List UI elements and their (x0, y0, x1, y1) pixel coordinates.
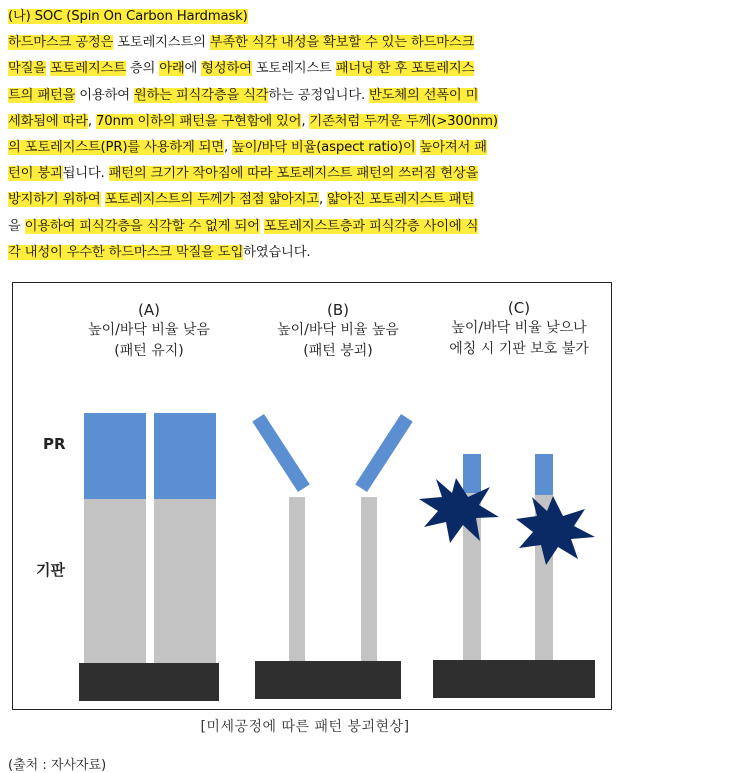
panel-a-line2: (패턴 유지) (114, 343, 184, 359)
highlighted-text: 70nm 이하의 패턴을 구현함에 있어 (95, 113, 302, 129)
etch-burst-right (516, 496, 595, 565)
label-substrate: 기판 (36, 561, 65, 579)
panel-b-line2: (패턴 붕괴) (303, 343, 373, 359)
plain-text: 포토레지스트의 (113, 35, 210, 51)
paragraph-line (8, 109, 628, 135)
highlighted-text: 하드마스크 공정은 (8, 35, 114, 51)
highlighted-text: 반도체의 선폭이 미 (369, 87, 479, 103)
panel-c-pillar-left-pr (463, 454, 481, 493)
plain-text: 포토레지스트 (251, 61, 336, 77)
plain-text: 에 (184, 61, 202, 77)
figure-caption: [미세공정에 따른 패턴 붕괴현상] (200, 719, 410, 735)
plain-text: , (223, 140, 233, 156)
paragraph-line (8, 83, 628, 109)
etch-burst-left (419, 478, 499, 543)
plain-text: , (87, 113, 96, 129)
plain-text: 됩니다. (62, 166, 109, 182)
paragraph-line (8, 30, 628, 56)
highlighted-text: 포토레지스트 (49, 61, 126, 77)
body-paragraph (8, 4, 628, 266)
highlighted-text: 패너닝 한 후 포토레지스 (335, 61, 475, 77)
paragraph-line (8, 161, 628, 187)
panel-a-base (79, 663, 219, 701)
label-pr: PR (43, 435, 66, 453)
panel-c-structure (419, 454, 595, 698)
panel-a-structure (79, 413, 219, 701)
highlighted-text: 부족한 식각 내성을 확보할 수 있는 하드마스크 (209, 35, 475, 51)
panel-c-pillar-right-pr (535, 454, 553, 495)
paragraph-line (8, 214, 628, 240)
panel-b-base (255, 661, 401, 699)
highlighted-text: 트의 패턴을 (8, 87, 76, 103)
panel-c-line2: 에칭 시 기판 보호 불가 (449, 341, 589, 357)
panel-b-letter: (B) (327, 301, 349, 319)
plain-text: , (301, 113, 310, 129)
plain-text: 층의 (125, 61, 160, 77)
highlighted-text: (나) SOC (Spin On Carbon Hardmask) (8, 9, 248, 24)
panel-a-line1: 높이/바닥 비율 낮음 (88, 322, 210, 338)
highlighted-text: 의 포토레지스트(PR)를 사용하게 되면 (8, 140, 224, 156)
highlighted-text: 아래 (159, 61, 185, 77)
plain-text: 하는 공정입니다. (268, 87, 370, 103)
highlighted-text: 방지하기 위하여 (8, 192, 101, 208)
highlighted-text: 높이/바닥 비율(aspect ratio)이 (232, 140, 416, 156)
panel-a-pillar-right-substrate (154, 499, 216, 663)
highlighted-text: 막질을 (8, 61, 46, 77)
plain-text: , (318, 192, 328, 208)
plain-text: 을 (8, 218, 25, 234)
paragraph-line (8, 4, 628, 30)
highlighted-text: 형성하여 (201, 61, 252, 77)
highlighted-text: 원하는 피식각층을 식각 (133, 87, 269, 103)
paragraph-line (8, 187, 628, 213)
highlighted-text: 얇아진 포토레지스트 패턴 (327, 192, 475, 208)
plain-text (101, 192, 105, 207)
panel-a-pillar-left-pr (84, 413, 146, 499)
highlighted-text: 높아져서 패 (419, 140, 487, 156)
panel-b-pillar-left-substrate (289, 497, 305, 661)
plain-text (416, 140, 420, 155)
pattern-collapse-figure (12, 282, 612, 710)
paragraph-line (8, 135, 628, 161)
panel-b-structure (252, 414, 412, 699)
plain-text: 하였습니다. (243, 244, 311, 260)
highlighted-text: 각 내성이 우수한 하드마스크 막질을 도입 (8, 244, 244, 260)
highlighted-text: 세화됨에 따라 (8, 113, 88, 129)
panel-a-pillar-left-substrate (84, 499, 146, 663)
paragraph-line (8, 240, 628, 266)
panel-b-fallen-pr-left (252, 414, 309, 492)
panel-c-letter: (C) (507, 299, 531, 317)
paragraph-line (8, 56, 628, 82)
highlighted-text: 이용하여 피식각층을 식각할 수 없게 되어 (24, 218, 260, 234)
panel-c-base (433, 660, 595, 698)
panel-a-pillar-right-pr (154, 413, 216, 499)
highlighted-text: 패턴의 크기가 작아짐에 따라 포토레지스트 패턴의 쓰러짐 현상을 (108, 166, 479, 182)
plain-text: 이용하여 (75, 87, 134, 103)
highlighted-text: 포토레지스트층과 피식각층 사이에 식 (263, 218, 479, 234)
panel-a-letter: (A) (138, 301, 160, 319)
panel-b-pillar-right-substrate (361, 497, 377, 661)
panel-b-line1: 높이/바닥 비율 높음 (277, 322, 399, 338)
source-note: (출처 : 자사자료) (8, 758, 107, 773)
panel-c-line1: 높이/바닥 비율 낮으나 (451, 320, 587, 336)
panel-b-fallen-pr-right (355, 414, 412, 492)
highlighted-text: 턴이 붕괴 (8, 166, 63, 182)
highlighted-text: 포토레지스트의 두께가 점점 얇아지고 (104, 192, 319, 208)
figure-diagram (13, 283, 611, 709)
highlighted-text: 기존처럼 두꺼운 두께(>300nm) (309, 113, 498, 129)
